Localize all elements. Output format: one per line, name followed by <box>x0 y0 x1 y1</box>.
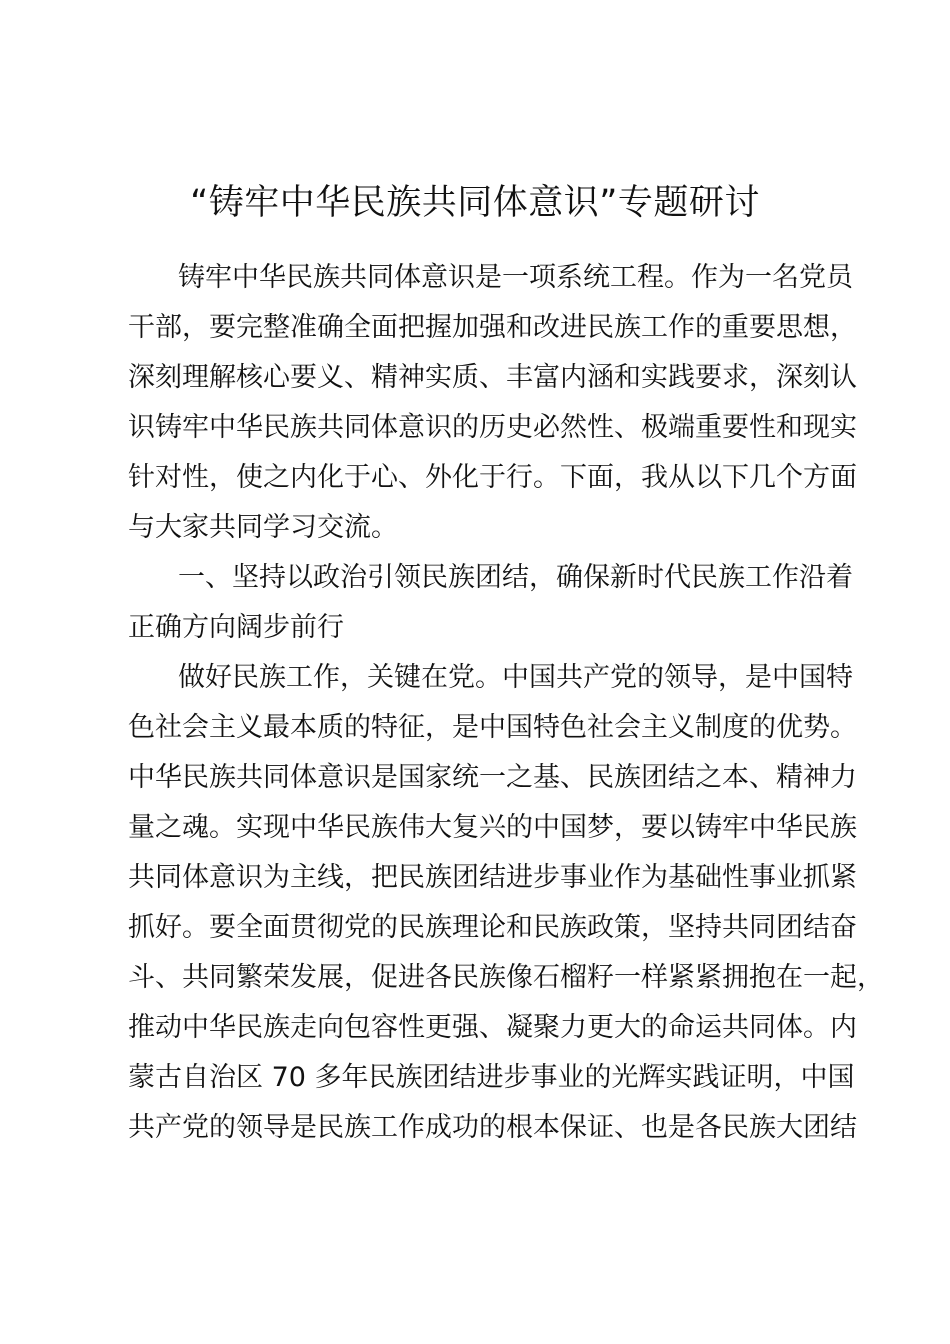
paragraph-1-line-4: 识铸牢中华民族共同体意识的历史必然性、极端重要性和现实 <box>128 412 857 443</box>
paragraph-2-line-7: 斗、共同繁荣发展，促进各民族像石榴籽一样紧紧拥抱在一起， <box>128 962 884 993</box>
paragraph-1-line-5: 针对性，使之内化于心、外化于行。下面，我从以下几个方面 <box>128 462 857 493</box>
paragraph-2-line-5: 共同体意识为主线，把民族团结进步事业作为基础性事业抓紧 <box>128 862 857 893</box>
document-title: “铸牢中华民族共同体意识”专题研讨 <box>190 183 760 223</box>
section-heading-1-line-1: 一、坚持以政治引领民族团结，确保新时代民族工作沿着 <box>178 562 853 593</box>
paragraph-2-line-3: 中华民族共同体意识是国家统一之基、民族团结之本、精神力 <box>128 762 857 793</box>
paragraph-1-line-3: 深刻理解核心要义、精神实质、丰富内涵和实践要求，深刻认 <box>128 362 857 393</box>
paragraph-2-line-1: 做好民族工作，关键在党。中国共产党的领导，是中国特 <box>178 662 853 693</box>
paragraph-2-line-10: 共产党的领导是民族工作成功的根本保证、也是各民族大团结 <box>128 1112 857 1143</box>
paragraph-1-line-2: 干部，要完整准确全面把握加强和改进民族工作的重要思想， <box>128 312 857 343</box>
paragraph-2-line-2: 色社会主义最本质的特征，是中国特色社会主义制度的优势。 <box>128 712 857 743</box>
paragraph-2-line-6: 抓好。要全面贯彻党的民族理论和民族政策，坚持共同团结奋 <box>128 912 857 943</box>
paragraph-2-line-9: 蒙古自治区 70 多年民族团结进步事业的光辉实践证明，中国 <box>128 1062 855 1093</box>
paragraph-1-line-1: 铸牢中华民族共同体意识是一项系统工程。作为一名党员 <box>178 262 853 293</box>
paragraph-1-line-6: 与大家共同学习交流。 <box>128 512 398 543</box>
paragraph-2-line-4: 量之魂。实现中华民族伟大复兴的中国梦，要以铸牢中华民族 <box>128 812 857 843</box>
section-heading-1-line-2: 正确方向阔步前行 <box>128 612 344 643</box>
paragraph-2-line-8: 推动中华民族走向包容性更强、凝聚力更大的命运共同体。内 <box>128 1012 857 1043</box>
